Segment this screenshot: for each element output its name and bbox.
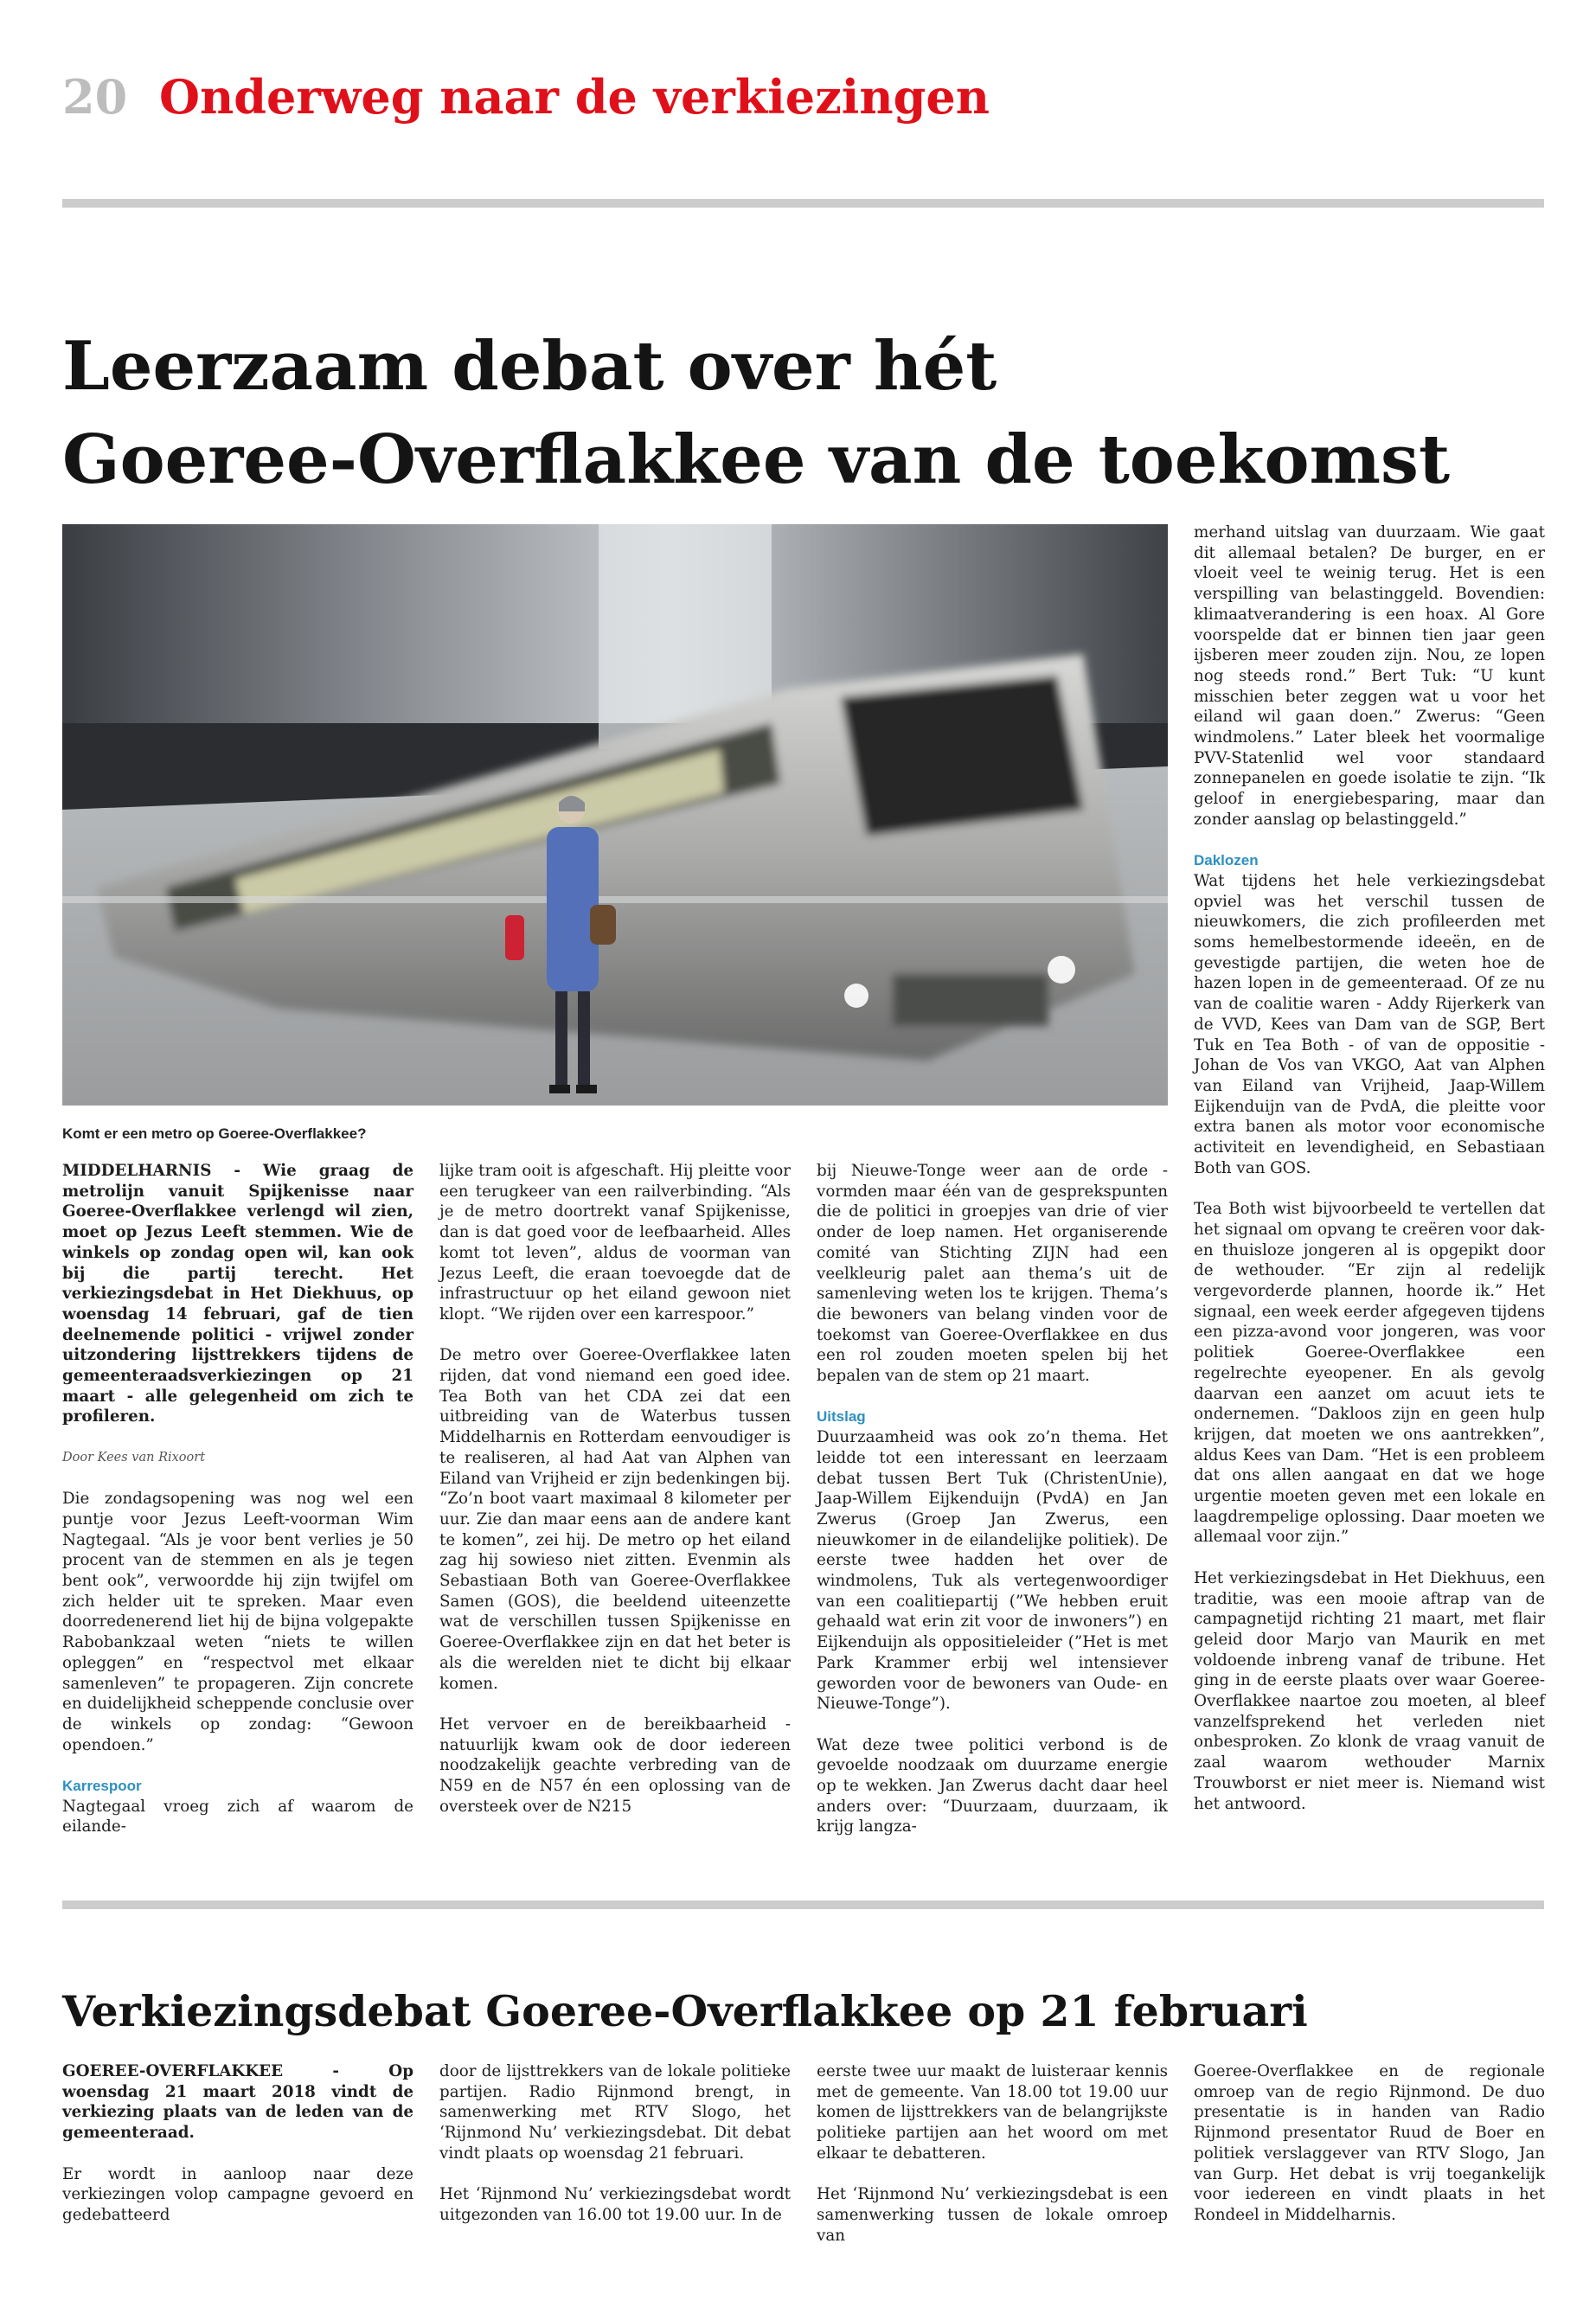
paragraph: Nagtegaal vroeg zich af waarom de eilande- <box>62 1797 413 1836</box>
article2-headline: Verkiezingsdebat Goeree-Overflakkee op 21 februari <box>62 1986 1308 2036</box>
paragraph: Tea Both wist bijvoorbeeld te vertellen dat het signaal om opvang te creëren voor dak- en thuisloze jongeren al is opgepikt door de wethouder. “Er zijn al redelijk vergevorderde plannen, hoorde ik.” Het signaal, een week eerder afgegeven tijdens een pizza-avond voor jongeren, was voor politiek Goeree-Overflakkee een regelrechte eyeopener. En als gevolg daarvan een aanzet om acuut iets te ondernemen. “Dakloos zijn en geen hulp krijgen, dat moeten we ons aantrekken”, aldus Kees van Dam. “Het is een probleem dat ons allen aangaat en dat we hoge urgentie moeten geven met een lokale en laagdrempelige oplossing. Daar moeten we allemaal voor zijn.” <box>1194 1200 1545 1547</box>
paragraph: Die zondagsopening was nog wel een puntje voor Jezus Leeft-voorman Wim Nagtegaal. “Als je voor bent verlies je 50 procent van de stemmen en als je tegen bent ook”, verwoordde hij zijn twijfel om zich helder uit te spreken. Maar even doorredenerend liet hij de bijna volgepakte Rabobankzaal weten “niets te willen opleggen” en “respectvol met elkaar samenleven” te propageren. Zijn concrete en duidelijkheid scheppende conclusie over de winkels op zondag: “Gewoon opendoen.” <box>62 1490 413 1754</box>
mid-divider <box>62 1900 1544 1909</box>
article-headline: Leerzaam debat over hét Goeree-Overflakkee van de toekomst <box>62 327 1450 499</box>
top-divider <box>62 199 1544 208</box>
article2-lead: GOEREE-OVERFLAKKEE - Op woensdag 21 maart 2018 vindt de verkiezing plaats van de leden van de gemeenteraad. <box>62 2062 413 2143</box>
paragraph: Het ‘Rijnmond Nu’ verkiezingsdebat is een samenwerking tussen de lokale omroep van <box>817 2185 1168 2245</box>
paragraph: Wat tijdens het hele verkiezingsdebat opviel was het verschil tussen de nieuwkomers, die zich profileerden met soms hemelbestormende ideeën, en de gevestigde partijen, die weten hoe de hazen lopen in de gemeenteraad. Of ze nu van de coalitie waren - Addy Rijerkerk van de VVD, Kees van Dam van de SGP, Bert Tuk en Tea Both - of van de oppositie - Johan de Vos van VKGO, Aat van Alphen van Eiland van Vrijheid, Jaap-Willem Eijkenduijn van de PvdA, die pleitte voor extra banen als motor voor economische activiteit en levendigheid, en Sebastiaan Both van GOS. <box>1194 871 1545 1177</box>
paragraph: Wat deze twee politici verbond is de gevoelde noodzaak om duurzame energie op te wekken. Jan Zwerus dacht daar heel anders over: “Duurzaam, duurzaam, ik krijg langza- <box>817 1735 1168 1836</box>
article-column-2 <box>439 1161 791 1817</box>
paragraph: eerste twee uur maakt de luisteraar kennis met de gemeente. Van 18.00 tot 19.00 uur komen de lijsttrekkers van de belangrijkste politieke partijen aan het woord om met elkaar te debatteren. <box>817 2062 1168 2163</box>
paragraph: merhand uitslag van duurzaam. Wie gaat dit allemaal betalen? De burger, en er vloeit veel te weinig terug. Het is een verspilling van belastinggeld. Bovendien: klimaatverandering is een hoax. Al Gore voorspelde dat er binnen tien jaar geen ijsberen meer zouden zijn. Nou, ze lopen nog steeds rond.” Bert Tuk: “U kunt misschien beter zeggen wat u voor het eiland wil gaan doen.” Zwerus: “Geen windmolens.” Later bleek het voormalige PVV-Statenlid wel voor standaard zonnepanelen en goede isolatie te zijn. “Ik geloof in energiebesparing, maar dan zonder aanslag op belastinggeld.” <box>1194 523 1545 829</box>
paragraph: Goeree-Overflakkee en de regionale omroep van de regio Rijnmond. De duo presentatie is in handen van Radio Rijnmond presentator Ruud de Boer en politiek verslaggever van RTV Slogo, Jan van Gurp. Het debat is vrij toegankelijk voor iedereen en vindt plaats in het Rondeel in Middelharnis. <box>1194 2062 1545 2224</box>
article-column-3 <box>817 1161 1168 1837</box>
article-lead: MIDDELHARNIS - Wie graag de metrolijn vanuit Spijkenisse naar Goeree-Overflakkee verlengd wil zien, moet op Jezus Leeft stemmen. Wie de winkels op zondag open wil, kan ook bij die partij terecht. Het verkiezingsdebat in Het Diekhuus, op woensdag 14 februari, gaf de tien deelnemende politici - vrijwel zonder uitzondering lijsttrekkers tijdens de gemeenteraadsverkiezingen op 21 maart - alle gelegenheid om zich te profileren. <box>62 1162 413 1426</box>
paragraph: Het vervoer en de bereikbaarheid - natuurlijk kwam ook de door iedereen noodzakelijk geachte verbreding van de N59 en de N57 én een oplossing van de oversteek over de N215 <box>439 1715 791 1816</box>
subhead-uitslag: Uitslag <box>817 1408 866 1426</box>
byline: Door Kees van Rixoort <box>62 1450 206 1465</box>
paragraph: De metro over Goeree-Overflakkee laten rijden, dat vond niemand een goed idee. Tea Both van het CDA zei dat een uitbreiding van de Waterbus tussen Middelharnis en Rotterdam eenvoudiger is te realiseren, al had Aat van Alphen van Eiland van Vrijheid er zijn bedenkingen bij. “Zo’n boot vaart maximaal 8 kilometer per uur. Zie dan maar eens aan de andere kant te komen”, zei hij. De metro op het eiland zag hij sowieso niet zitten. Evenmin als Sebastiaan Both van Goeree-Overflakkee Samen (GOS), die beeldend uiteenzette wat de verschillen tussen Spijkenisse en Goeree-Overflakkee zijn en dat het beter is als die werelden niet te dicht bij elkaar komen. <box>439 1346 791 1693</box>
article2-column-1 <box>62 2061 413 2226</box>
article-column-1 <box>62 1161 413 1837</box>
paragraph: lijke tram ooit is afgeschaft. Hij pleitte voor een terugkeer van een railverbinding. “Als je de metro doortrekt vanaf Spijkenisse, dan is dat goed voor de leefbaarheid. Alles komt tot leven”, aldus de voorman van Jezus Leeft, die eraan toevoegde dat de infrastructuur op het eiland gewoon niet klopt. “We rijden over een karrespoor.” <box>439 1162 791 1324</box>
article2-column-2 <box>439 2061 791 2226</box>
subhead-karrespoor: Karrespoor <box>62 1778 142 1795</box>
paragraph: bij Nieuwe-Tonge weer aan de orde - vormden maar één van de gesprekspunten die de politici in groepjes van drie of vier onder de loep namen. Het organiserende comité van Stichting ZIJN had een veelkleurig palet aan thema’s uit de samenleving weten los te krijgen. Thema’s die bewoners van belang vinden voor de toekomst van Goeree-Overflakkee en dus een rol zouden moeten spelen bij het bepalen van de stem op 21 maart. <box>817 1162 1168 1386</box>
article2-column-3 <box>817 2061 1168 2246</box>
paragraph: Het ‘Rijnmond Nu’ verkiezingsdebat wordt uitgezonden van 16.00 tot 19.00 uur. In de <box>439 2185 791 2224</box>
article2-column-4 <box>1194 2061 1545 2226</box>
page-number: 20 <box>62 69 128 125</box>
photo-caption: Komt er een metro op Goeree-Overflakkee? <box>62 1125 367 1142</box>
metro-photo <box>62 524 1168 1106</box>
paragraph: Er wordt in aanloop naar deze verkiezingen volop campagne gevoerd en gedebatteerd <box>62 2164 413 2224</box>
section-title: Onderweg naar de verkiezingen <box>159 69 990 125</box>
paragraph: door de lijsttrekkers van de lokale politieke partijen. Radio Rijnmond brengt, in samenwerking met RTV Slogo, het ‘Rijnmond Nu’ verkiezingsdebat. Dit debat vindt plaats op woensdag 21 februari. <box>439 2062 791 2163</box>
paragraph: Het verkiezingsdebat in Het Diekhuus, een traditie, was een mooie aftrap van de campagnetijd richting 21 maart, met flair geleid door Marjo van Maurik en met voldoende inbreng vanaf de tribune. Het ging in de eerste plaats over waar Goeree-Overflakkee naartoe zou moeten, al bleef vanzelfsprekend het verleden niet onbesproken. Zo klonk de vraag vanuit de zaal waarom wethouder Marnix Trouwborst er niet meer is. Niemand wist het antwoord. <box>1194 1568 1545 1813</box>
article-column-4 <box>1194 522 1545 1814</box>
subhead-daklozen: Daklozen <box>1194 852 1259 869</box>
paragraph: Duurzaamheid was ook zo’n thema. Het leidde tot een interessant en leerzaam debat tussen Bert Tuk (ChristenUnie), Jaap-Willem Eijkenduijn (PvdA) en Jan Zwerus (Groep Jan Zwerus, een nieuwkomer in de eilandelijke politiek). De eerste twee hadden het over de windmolens, Tuk als vertegenwoordiger van een coalitiepartij (”We hebben eruit gehaald wat erin zit voor de inwoners”) en Eijkenduijn als oppositieleider (”Het is met Park Krammer erbij wel intensiever geworden voor de bewoners van Oude- en Nieuwe-Tonge”). <box>817 1428 1168 1714</box>
